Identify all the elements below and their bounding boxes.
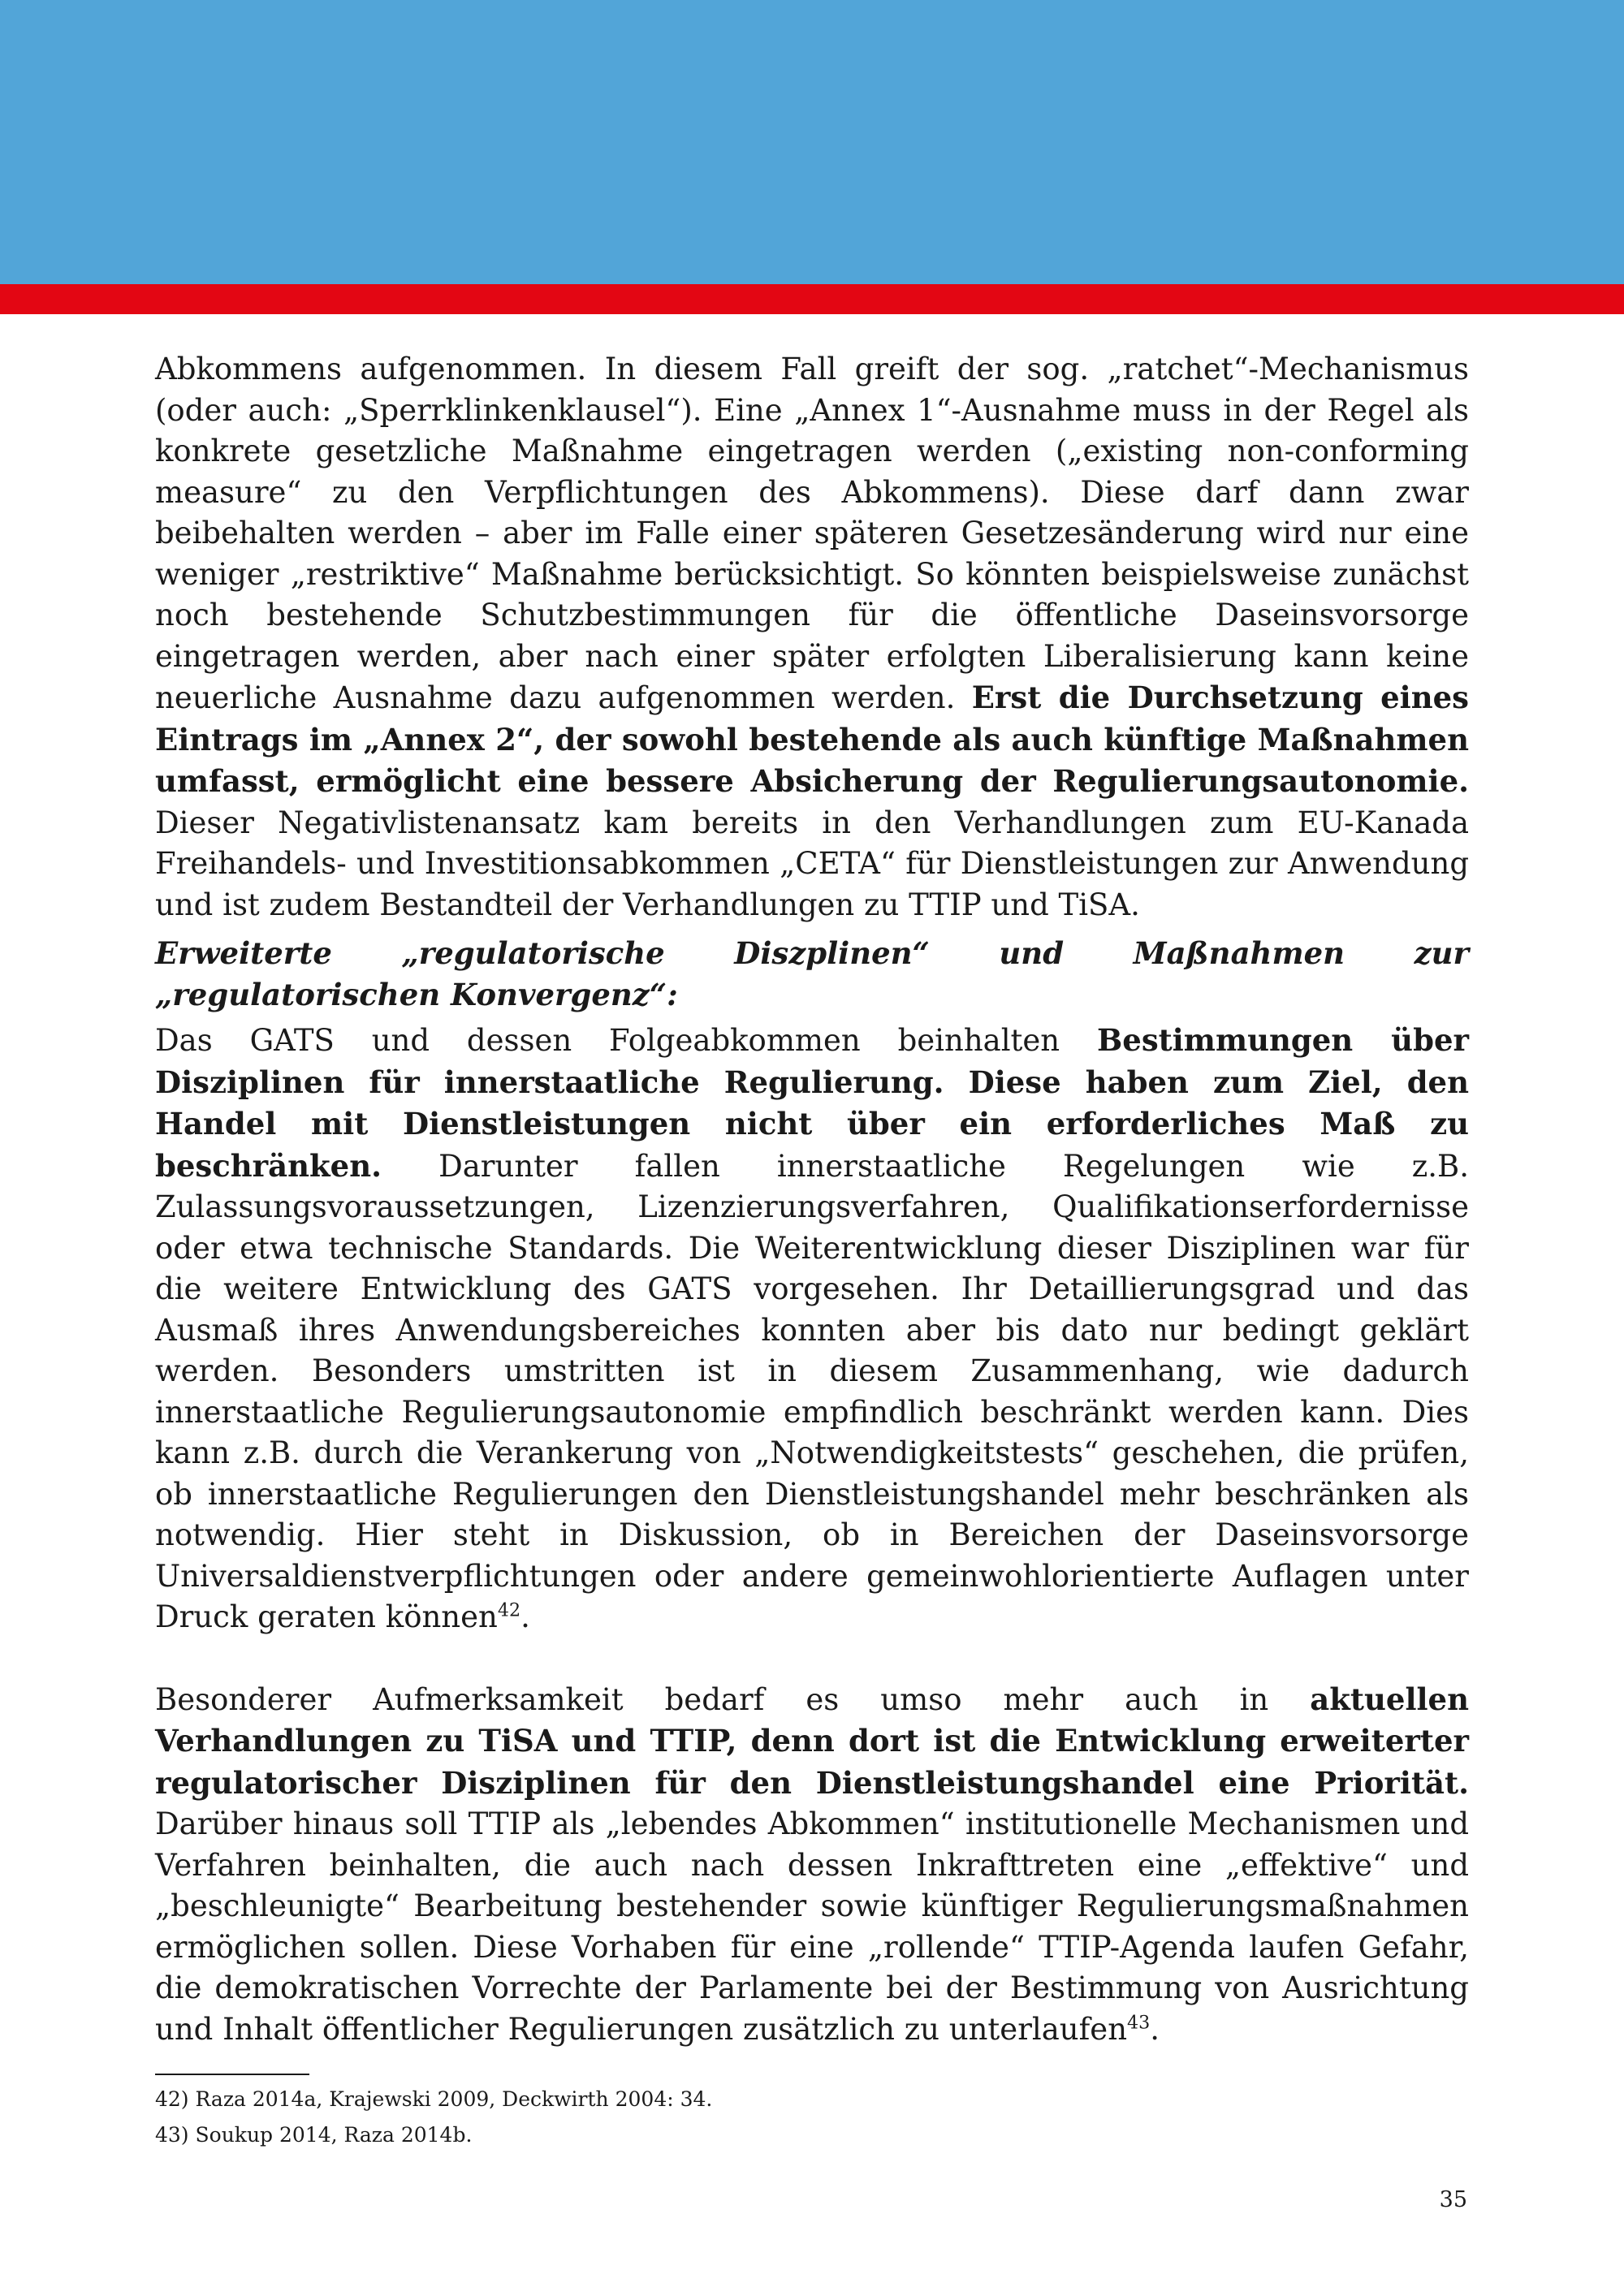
header-blue-band: [0, 0, 1624, 284]
text-run: Besonderer Aufmerksamkeit bedarf es umso mehr auch in: [155, 1681, 1311, 1717]
bold-run: aktuellen Verhandlungen zu TiSA und TTIP, denn dort ist die Entwicklung erweiterter regulatorischer Disziplinen für den Dienstleistungshandel eine Priorität.: [155, 1681, 1469, 1801]
footnote-42: 42) Raza 2014a, Krajewski 2009, Deckwirth 2004: 34.: [155, 2087, 713, 2111]
section-heading: Erweiterte „regulatorische Diszplinen“ und Maßnahmen zur „regulatorischen Konvergenz“:: [155, 935, 1469, 1012]
paragraph-annex: [155, 349, 1469, 926]
page-number: 35: [1439, 2187, 1467, 2212]
text-run: Darüber hinaus soll TTIP als „lebendes Abkommen“ institutionelle Mechanismen und Verfahren beinhalten, die auch nach dessen Inkrafttreten eine „effektive“ und „beschleunigte“ Bearbeitung bestehender sowie künftiger Regulierungsmaßnahmen ermöglichen sollen. Diese Vorhaben für eine „rollende“ TTIP-Agenda laufen Gefahr, die demokratischen Vorrechte der Parlamente bei der Bestimmung von Ausrichtung und Inhalt öffentlicher Regulierungen zusätzlich zu unterlaufen: [155, 1806, 1469, 2047]
text-run: Dieser Negativlistenansatz kam bereits in den Verhandlungen zum EU-Kanada Freihandels- und Investitionsabkommen „CETA“ für Dienstleistungen zur Anwendung und ist zudem Bestandteil der Verhandlungen zu TTIP und TiSA.: [155, 805, 1469, 922]
text-run: .: [1150, 2011, 1160, 2047]
text-run: .: [520, 1599, 530, 1634]
header-red-stripe: [0, 284, 1624, 314]
bold-run: Erst die Durchsetzung eines Eintrags im „Annex 2“, der sowohl bestehende als auch künftige Maßnahmen umfasst, ermöglicht eine bessere Absicherung der Regulierungsautonomie.: [155, 680, 1469, 799]
paragraph-gats: [155, 1020, 1469, 1638]
bold-run: Bestimmungen über Disziplinen für innerstaatliche Regulierung. Diese haben zum Ziel, den Handel mit Dienstleistungen nicht über ein erforderliches Maß zu beschränken.: [155, 1022, 1469, 1184]
footnotes: [155, 2082, 712, 2153]
text-run: Abkommens aufgenommen. In diesem Fall greift der sog. „ratchet“-Mechanismus (oder auch: „Sperrklinkenklausel“). Eine „Annex 1“-Ausnahme muss in der Regel als konkrete gesetzliche Maßnahme eingetragen werden („existing non-conforming measure“ zu den Verpflichtungen des Abkommens). Diese darf dann zwar beibehalten werden – aber im Falle einer späteren Gesetzesänderung wird nur eine weniger „restriktive“ Maßnahme berücksichtigt. So könnten beispielsweise zunächst noch bestehende Schutzbestimmungen für die öffentliche Daseinsvorsorge eingetragen werden, aber nach einer später erfolgten Liberalisierung kann keine neuerliche Ausnahme dazu aufgenommen werden.: [155, 352, 1469, 715]
footnote-ref-43[interactable]: 43: [1127, 2012, 1151, 2034]
paragraph-tisa-ttip: [155, 1679, 1469, 2051]
footnote-divider: [155, 2074, 309, 2075]
footnote-43: 43) Soukup 2014, Raza 2014b.: [155, 2123, 473, 2147]
text-run: Darunter fallen innerstaatliche Regelungen wie z.B. Zulassungsvoraussetzungen, Lizenzierungsverfahren, Qualifikationserfordernisse oder etwa technische Standards. Die Weiterentwicklung dieser Disziplinen war für die weitere Entwicklung des GATS vorgesehen. Ihr Detaillierungsgrad und das Ausmaß ihres Anwendungsbereiches konnten aber bis dato nur bedingt geklärt werden. Besonders umstritten ist in diesem Zusammenhang, wie dadurch innerstaatliche Regulierungsautonomie empfindlich beschränkt werden kann. Dies kann z.B. durch die Verankerung von „Notwendigkeitstests“ geschehen, die prüfen, ob innerstaatliche Regulierungen den Dienstleistungshandel mehr beschränken als notwendig. Hier steht in Diskussion, ob in Bereichen der Daseinsvorsorge Universaldienstverpflichtungen oder andere gemeinwohlorientierte Auflagen unter Druck geraten können: [155, 1148, 1469, 1634]
text-run: Das GATS und dessen Folgeabkommen beinhalten: [155, 1023, 1097, 1058]
footnote-ref-42[interactable]: 42: [497, 1599, 521, 1621]
main-text: [155, 349, 1469, 2050]
